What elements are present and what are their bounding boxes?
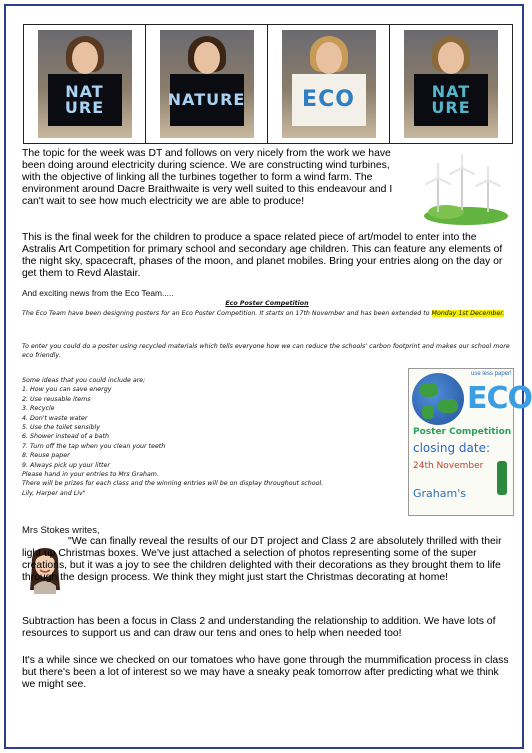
list-item: 3. Recycle <box>22 405 55 413</box>
poster-date: 24th November <box>413 461 484 471</box>
eco-sign: ECO <box>292 74 366 126</box>
photo-cell <box>268 25 390 143</box>
ideas-list <box>22 376 402 498</box>
bottle-icon <box>497 461 507 495</box>
poster-name: Graham's <box>413 487 466 500</box>
nature-sign: NAT URE <box>414 74 488 126</box>
eco-paragraph-text: The Eco Team have been designing posters for an Eco Poster Competition. It starts on 17th November and has been extended to <box>22 310 430 317</box>
ideas-intro: Some ideas that you could include are; <box>22 377 146 384</box>
photo-cell <box>146 25 268 143</box>
mrs-stokes-heading: Mrs Stokes writes, <box>22 525 100 536</box>
eco-poster-image <box>408 368 532 516</box>
list-item: 2. Use reusable items <box>22 395 91 403</box>
photo-strip <box>23 24 513 144</box>
land <box>420 383 438 397</box>
list-item: 9. Always pick up your litter <box>22 461 110 469</box>
eco-paragraph-2: To enter you could do a poster using recycled materials which tells everyone how we can reduce the schools' carbon footprint and makes our school more eco friendly. <box>22 343 510 360</box>
wind-turbine-icon <box>416 154 510 226</box>
list-item: 6. Shower instead of a bath <box>22 433 109 441</box>
nature-sign: NAT URE <box>48 74 122 126</box>
list-item: 5. Use the toilet sensibly <box>22 424 100 432</box>
newsletter-page <box>4 4 532 749</box>
list-item: 4. Don't waste water <box>22 414 88 422</box>
face <box>438 42 464 74</box>
list-item: 7. Turn off the tap when you clean your teeth <box>22 442 166 450</box>
eco-poster-title: Eco Poster Competition <box>225 300 309 307</box>
prizes-note: There will be prizes for each class and the winning entries will be on display throughout school. <box>22 480 324 488</box>
child-photo <box>282 30 376 138</box>
poster-closing-label: closing date: <box>413 441 490 455</box>
closing-date-highlight: Monday 1st December. <box>431 310 505 317</box>
eco-intro: And exciting news from the Eco Team..... <box>22 288 174 298</box>
face <box>316 42 342 74</box>
nature-sign: NATURE <box>170 74 244 126</box>
hand-in-note: Please hand in your entries to Mrs Graham. <box>22 471 159 479</box>
signoff: Lily, Harper and Liv" <box>22 489 86 497</box>
list-item: 1. How you can save energy <box>22 386 112 394</box>
photo-cell <box>390 25 512 143</box>
poster-tag: use less paper! <box>471 371 512 377</box>
mrs-stokes-quote: "We can finally reveal the results of our DT project and Class 2 are absolutely thrilled with their light up Christmas boxes. We've just attached a selection of photos representing some of the super creations, but it was a joy to see the children delighted with their decorations as they brought them to life through the design process. We think they might just start the Christmas decorating at home! <box>22 536 502 584</box>
subtraction-paragraph: Subtraction has been a focus in Class 2 and understanding the relationship to addition. We have lots of resources to support us and can draw our tens and ones to help when needed too! <box>22 616 496 640</box>
land <box>422 405 434 419</box>
child-photo <box>38 30 132 138</box>
dt-paragraph: The topic for the week was DT and follows on very nicely from the work we have been doing around electricity during science. We are constructing wind turbines, with the objective of linking all the turbines together to form a wind farm. The environment around Dacre Braithwaite is very well suited to this endeavour and I can't wait to see how much electricity we are able to produce! <box>22 148 393 208</box>
list-item: 8. Reuse paper <box>22 452 70 460</box>
child-photo <box>404 30 498 138</box>
eco-paragraph-1 <box>22 309 514 318</box>
photo-cell <box>24 25 146 143</box>
globe-icon <box>412 373 464 425</box>
poster-subtitle: Poster Competition <box>413 427 512 437</box>
tomatoes-paragraph: It's a while since we checked on our tomatoes who have gone through the mummification process in class but there's been a lot of interest so we may have a sneaky peak tomorrow after predicting what we think we might see. <box>22 655 509 691</box>
astralis-paragraph: This is the final week for the children to produce a space related piece of art/model to enter into the Astralis Art Competition for primary school and secondary age children. This can feature any elements of the night sky, spacecraft, phases of the moon, and planet mobiles. Bring your entries along on the day or get them to Revd Alastair. <box>22 232 503 280</box>
land <box>438 399 458 413</box>
face <box>194 42 220 74</box>
face <box>72 42 98 74</box>
child-photo <box>160 30 254 138</box>
poster-eco-title: ECO <box>467 381 532 416</box>
